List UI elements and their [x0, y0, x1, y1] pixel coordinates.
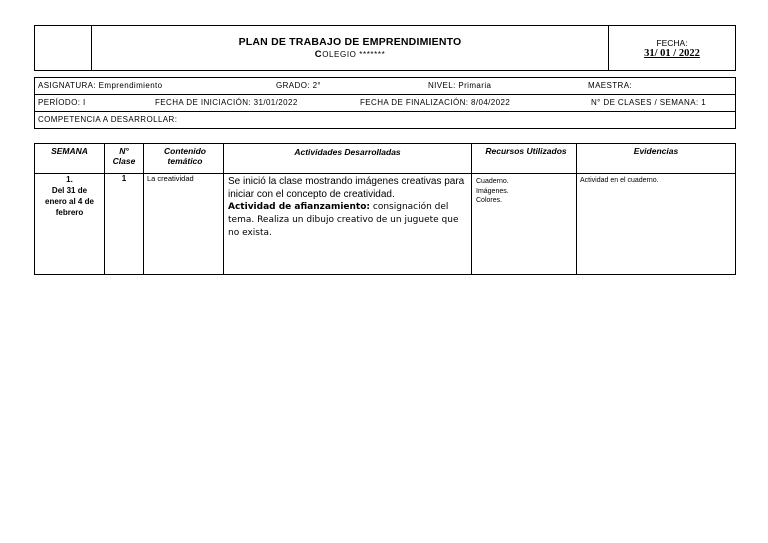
date-cell — [609, 26, 736, 71]
date-label: FECHA: — [656, 37, 688, 48]
col-header-num-clase: N° Clase — [105, 144, 144, 174]
fecha-fin-field: FECHA DE FINALIZACIÓN: 8/04/2022 — [360, 98, 511, 107]
semana-cell: 1. Del 31 de enero al 4 de febrero — [35, 174, 105, 275]
activity-bold-label: Actividad de afianzamiento: — [228, 202, 371, 212]
activity-description: consignación del tema. Realiza un dibujo creativo de un juguete que no exista. — [228, 202, 459, 238]
periodo-field: PERÍODO: I — [38, 98, 86, 107]
activity-intro: Se inició la clase mostrando imágenes creativas para iniciar con el concepto de creatividad. — [228, 176, 465, 200]
actividades-cell — [224, 174, 472, 275]
fecha-inicio-field: FECHA DE INICIACIÓN: 31/01/2022 — [155, 98, 298, 107]
title-cell — [92, 26, 609, 71]
header-table — [34, 25, 736, 71]
recursos-cell: Cuaderno. Imágenes. Colores. — [472, 174, 577, 275]
col-header-semana: SEMANA — [35, 144, 105, 174]
competencia-field: COMPETENCIA A DESARROLLAR: — [38, 115, 178, 124]
col-header-evidencias: Evidencias — [577, 144, 736, 174]
info-table — [34, 77, 736, 129]
logo-cell — [35, 26, 92, 71]
asignatura-field: ASIGNATURA: Emprendimiento — [38, 81, 163, 90]
col-header-actividades: Actividades Desarrolladas — [224, 144, 472, 174]
contenido-cell: La creatividad — [144, 174, 224, 275]
school-name: COLEGIO ******* — [314, 49, 386, 60]
grado-field: GRADO: 2° — [276, 81, 322, 90]
clases-semana-field: N° DE CLASES / SEMANA: 1 — [591, 98, 707, 107]
document-title: PLAN DE TRABAJO DE EMPRENDIMIENTO — [238, 36, 462, 48]
table-row — [35, 174, 736, 275]
info-row-3 — [35, 112, 736, 129]
col-header-recursos: Recursos Utilizados — [472, 144, 577, 174]
num-clase-cell: 1 — [105, 174, 144, 275]
evidencias-cell: Actividad en el cuaderno. — [577, 174, 736, 275]
nivel-field: NIVEL: Primaria — [428, 81, 492, 90]
col-header-contenido: Contenido temático — [144, 144, 224, 174]
table-header-row — [35, 144, 736, 174]
date-value: 31/ 01 / 2022 — [644, 47, 700, 59]
info-row-1 — [35, 78, 736, 95]
maestra-field: MAESTRA: — [588, 81, 633, 90]
info-row-2 — [35, 95, 736, 112]
activities-table — [34, 143, 736, 275]
